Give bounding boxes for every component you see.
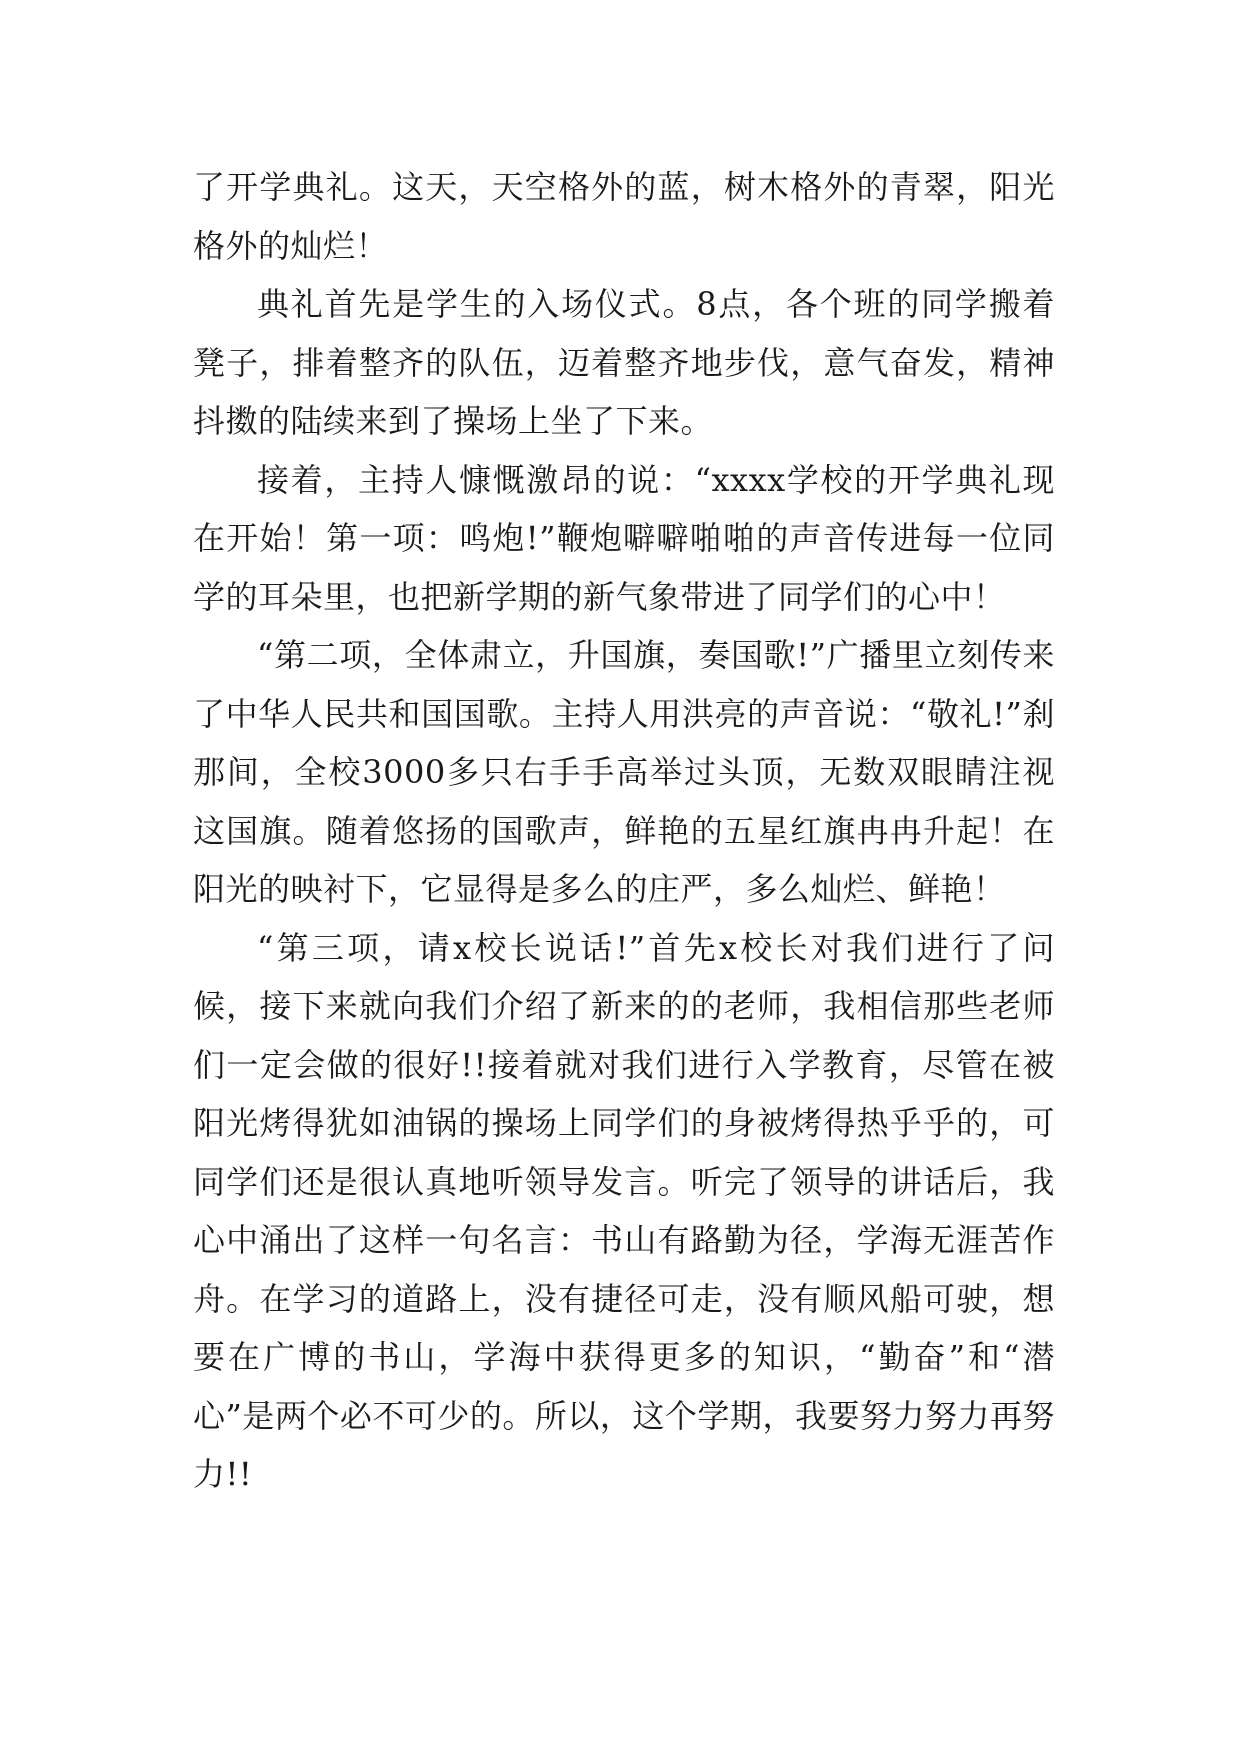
paragraph-4: “第二项，全体肃立，升国旗，奏国歌!”广播里立刻传来了中华人民共和国国歌。主持人用洪亮的声音说：“敬礼!”刹那间，全校3000多只右手手高举过头顶，无数双眼睛注视这国旗。随着悠扬的国歌声，鲜艳的五星红旗冉冉升起！在阳光的映衬下，它显得是多么的庄严，多么灿烂、鲜艳！ bbox=[193, 636, 1055, 908]
paragraph-5: “第三项，请x校长说话!”首先x校长对我们进行了问候，接下来就向我们介绍了新来的的老师，我相信那些老师们一定会做的很好!!接着就对我们进行入学教育，尽管在被阳光烤得犹如油锅的操场上同学们的身被烤得热乎乎的，可同学们还是很认真地听领导发言。听完了领导的讲话后，我心中涌出了这样一句名言：书山有路勤为径，学海无涯苦作舟。在学习的道路上，没有捷径可走，没有顺风船可驶，想要在广博的书山，学海中获得更多的知识，“勤奋”和“潜心”是两个必不可少的。所以，这个学期，我要努力努力再努力!! bbox=[193, 928, 1055, 1493]
paragraph-2: 典礼首先是学生的入场仪式。8点，各个班的同学搬着凳子，排着整齐的队伍，迈着整齐地步伐，意气奋发，精神抖擞的陆续来到了操场上坐了下来。 bbox=[193, 285, 1055, 440]
document-body bbox=[193, 158, 1055, 1504]
paragraph-3: 接着，主持人慷慨激昂的说：“xxxx学校的开学典礼现在开始！第一项：鸣炮!”鞭炮噼噼啪啪的声音传进每一位同学的耳朵里，也把新学期的新气象带进了同学们的心中！ bbox=[193, 460, 1055, 616]
paragraph-1: 了开学典礼。这天，天空格外的蓝，树木格外的青翠，阳光格外的灿烂！ bbox=[193, 168, 1055, 265]
